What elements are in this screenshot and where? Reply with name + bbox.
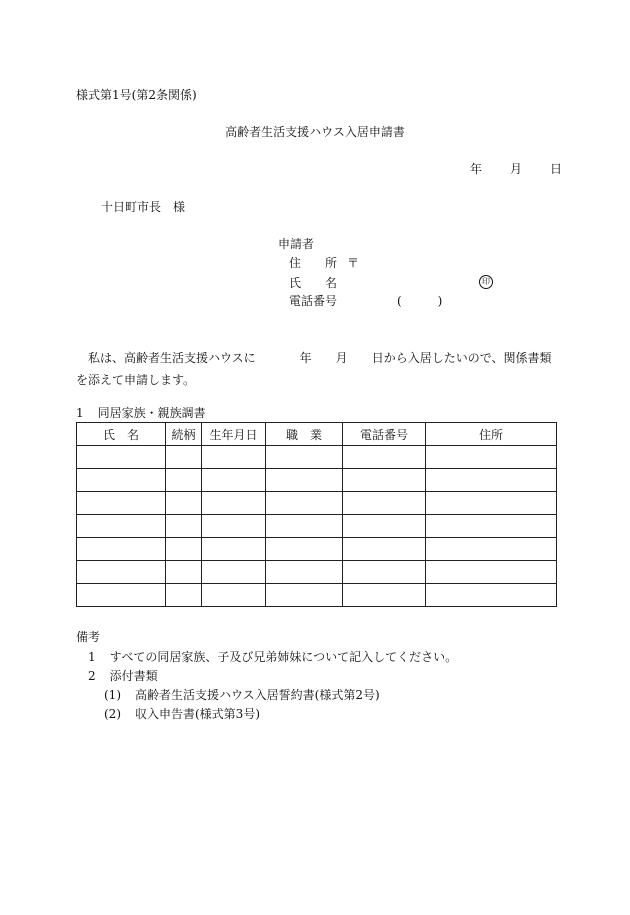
seal-mark-icon: 印 [479,275,493,289]
name-label: 氏 名 [289,276,338,290]
table-cell[interactable] [266,469,343,492]
table-cell[interactable] [77,584,166,607]
col-relation: 続柄 [166,423,202,446]
table-row [77,492,557,515]
table-cell[interactable] [343,446,426,469]
table-cell[interactable] [426,584,557,607]
address-label: 住 所 [289,256,338,270]
table-cell[interactable] [202,584,266,607]
table-cell[interactable] [77,469,166,492]
table-cell[interactable] [266,446,343,469]
table-cell[interactable] [202,538,266,561]
postal-mark: 〒 [347,256,360,270]
table-cell[interactable] [266,584,343,607]
table-row [77,538,557,561]
note-item: 2 添付書類 [88,669,158,683]
applicant-phone-row [289,292,442,309]
table-cell[interactable] [343,515,426,538]
table-cell[interactable] [166,561,202,584]
table-cell[interactable] [343,538,426,561]
notes-heading: 備考 [76,630,101,644]
table-row [77,446,557,469]
table-cell[interactable] [166,515,202,538]
table-cell[interactable] [202,446,266,469]
table-header-row [77,423,557,446]
col-name: 氏 名 [77,423,166,446]
date-month: 月 [510,162,523,176]
table-cell[interactable] [343,492,426,515]
table-cell[interactable] [166,492,202,515]
document-title: 高齢者生活支援ハウス入居申請書 [225,125,405,139]
table-cell[interactable] [426,492,557,515]
table-cell[interactable] [202,469,266,492]
table-row [77,469,557,492]
applicant-label: 申請者 [278,237,315,251]
table-row [77,584,557,607]
attachment-item: (1) 高齢者生活支援ハウス入居誓約書(様式第2号) [104,688,380,702]
table-cell[interactable] [202,515,266,538]
date-day: 日 [550,162,563,176]
table-cell[interactable] [166,469,202,492]
table-row [77,561,557,584]
table-cell[interactable] [202,561,266,584]
table-cell[interactable] [426,469,557,492]
phone-paren: ( ) [397,294,443,308]
table-cell[interactable] [426,561,557,584]
table-cell[interactable] [77,538,166,561]
col-phone: 電話番号 [343,423,426,446]
family-table [76,422,557,607]
table-cell[interactable] [266,561,343,584]
col-occupation: 職 業 [266,423,343,446]
table-cell[interactable] [77,492,166,515]
table-row [77,515,557,538]
attachment-item: (2) 収入申告書(様式第3号) [104,707,260,721]
table-cell[interactable] [166,538,202,561]
application-statement: 私は、高齢者生活支援ハウスに 年 月 日から入居したいので、関係書類を添えて申請します。 [76,351,552,387]
phone-label: 電話番号 [289,294,338,308]
addressee: 十日町市長 様 [101,200,186,214]
table-cell[interactable] [426,515,557,538]
table-cell[interactable] [266,515,343,538]
applicant-name-row [289,274,490,291]
applicant-address-row [289,254,359,271]
date-year: 年 [470,162,483,176]
table-cell[interactable] [426,538,557,561]
section-heading: 1 同居家族・親族調書 [76,406,206,420]
table-cell[interactable] [77,561,166,584]
form-number: 様式第1号(第2条関係) [76,88,197,102]
table-cell[interactable] [166,584,202,607]
table-cell[interactable] [202,492,266,515]
table-cell[interactable] [343,584,426,607]
table-cell[interactable] [343,469,426,492]
col-birthdate: 生年月日 [202,423,266,446]
table-cell[interactable] [343,561,426,584]
table-cell[interactable] [166,446,202,469]
table-cell[interactable] [266,538,343,561]
table-cell[interactable] [77,446,166,469]
table-cell[interactable] [77,515,166,538]
date-line [470,160,562,177]
table-cell[interactable] [266,492,343,515]
note-item: 1 すべての同居家族、子及び兄弟姉妹について記入してください。 [88,650,458,664]
col-address: 住所 [426,423,557,446]
table-cell[interactable] [426,446,557,469]
